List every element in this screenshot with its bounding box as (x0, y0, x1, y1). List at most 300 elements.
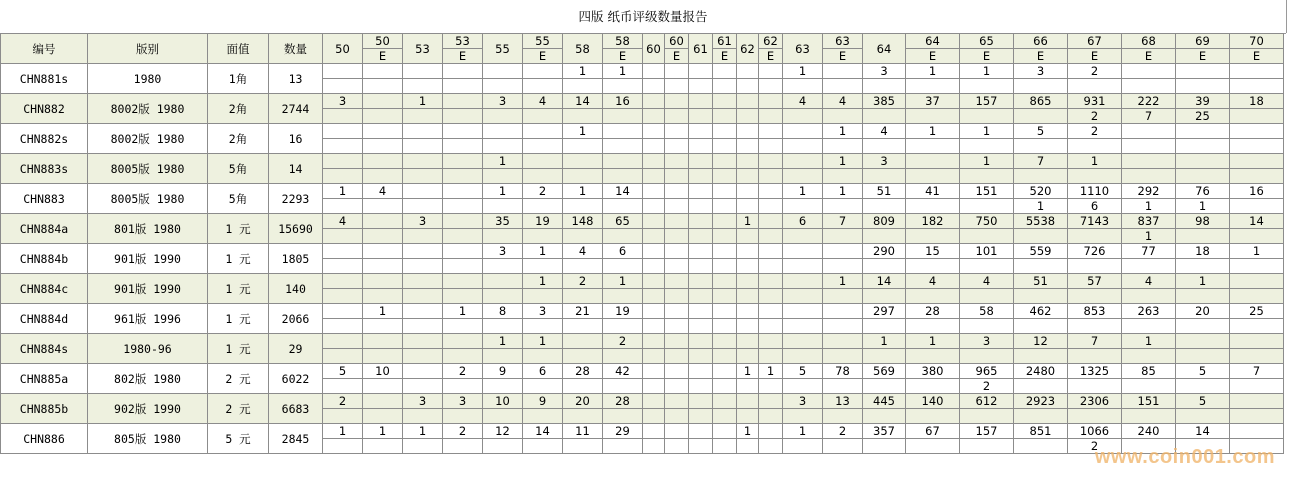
grade-count-secondary (783, 169, 823, 184)
grade-count-secondary (713, 379, 737, 394)
row-version: 1980 (88, 64, 208, 94)
grade-count: 4 (363, 184, 403, 199)
grade-count-secondary (403, 349, 443, 364)
grade-count-secondary (483, 409, 523, 424)
grade-count (603, 154, 643, 169)
grade-header: 63 (783, 34, 823, 64)
grade-count: 18 (1230, 94, 1284, 109)
row-version: 961版 1996 (88, 304, 208, 334)
grade-count: 85 (1122, 364, 1176, 379)
grade-header: 66 (1014, 34, 1068, 49)
grade-count: 380 (906, 364, 960, 379)
grade-count-secondary (563, 139, 603, 154)
grade-count-secondary (665, 439, 689, 454)
grade-count-secondary (603, 139, 643, 154)
grade-count-secondary (523, 139, 563, 154)
grade-header-suffix: E (960, 49, 1014, 64)
grade-count: 445 (863, 394, 906, 409)
grade-header: 50 (323, 34, 363, 64)
grade-count: 1 (759, 364, 783, 379)
grade-count-secondary (783, 139, 823, 154)
grade-header: 70 (1230, 34, 1284, 49)
grade-count-secondary (363, 199, 403, 214)
grade-count-secondary (1230, 139, 1284, 154)
grade-count (363, 64, 403, 79)
grade-count: 14 (523, 424, 563, 439)
grade-count-secondary (665, 199, 689, 214)
grade-count (665, 364, 689, 379)
grade-count-secondary: 2 (1068, 109, 1122, 124)
grade-count (759, 64, 783, 79)
grade-count-secondary: 1 (1176, 199, 1230, 214)
grade-count-secondary (603, 169, 643, 184)
grade-count-secondary (1014, 409, 1068, 424)
table-row (1, 154, 1284, 169)
grade-count: 16 (603, 94, 643, 109)
grade-count (783, 274, 823, 289)
grade-count (713, 94, 737, 109)
grade-count: 1 (363, 424, 403, 439)
grade-count-secondary (689, 259, 713, 274)
grade-count: 559 (1014, 244, 1068, 259)
grade-count: 1 (563, 64, 603, 79)
row-count: 15690 (269, 214, 323, 244)
row-version: 8005版 1980 (88, 184, 208, 214)
grade-count-secondary (665, 319, 689, 334)
grade-count: 3 (523, 304, 563, 319)
row-id: CHN884c (1, 274, 88, 304)
grade-count-secondary (665, 409, 689, 424)
grade-count (689, 424, 713, 439)
grade-count (603, 124, 643, 139)
grade-count-secondary (1068, 289, 1122, 304)
grade-count-secondary (403, 169, 443, 184)
grade-count-secondary (689, 109, 713, 124)
grade-count (323, 154, 363, 169)
grade-count-secondary (403, 79, 443, 94)
grade-header-suffix: E (906, 49, 960, 64)
grade-count (643, 94, 665, 109)
grade-count (363, 394, 403, 409)
grade-count: 3 (863, 64, 906, 79)
row-id: CHN885a (1, 364, 88, 394)
grade-header: 60 (643, 34, 665, 64)
grade-count-secondary (960, 409, 1014, 424)
grade-count-secondary (1068, 229, 1122, 244)
grade-count: 8 (483, 304, 523, 319)
row-count: 16 (269, 124, 323, 154)
grade-count (665, 64, 689, 79)
grade-count (523, 154, 563, 169)
grade-count (689, 244, 713, 259)
table-row (1, 364, 1284, 379)
grade-count: 965 (960, 364, 1014, 379)
grade-count-secondary (713, 259, 737, 274)
row-count: 2066 (269, 304, 323, 334)
grade-count: 1 (563, 184, 603, 199)
grade-count (443, 214, 483, 229)
row-denomination: 5角 (208, 154, 269, 184)
grade-count: 750 (960, 214, 1014, 229)
grade-count-secondary (523, 169, 563, 184)
grade-count-secondary (783, 439, 823, 454)
row-count: 140 (269, 274, 323, 304)
grade-count-secondary (643, 229, 665, 244)
grade-count-secondary (713, 439, 737, 454)
grade-count-secondary (323, 349, 363, 364)
row-denomination: 2角 (208, 94, 269, 124)
grade-count: 6 (783, 214, 823, 229)
grade-count: 5 (1176, 364, 1230, 379)
report-title (0, 0, 1286, 34)
grade-count (643, 364, 665, 379)
grade-count (323, 244, 363, 259)
table-row (1, 64, 1284, 79)
grade-count-secondary (823, 229, 863, 244)
grade-count-secondary (643, 319, 665, 334)
grade-count (689, 184, 713, 199)
row-id: CHN885b (1, 394, 88, 424)
grade-count-secondary (523, 439, 563, 454)
grade-count-secondary (863, 109, 906, 124)
grade-count-secondary (443, 169, 483, 184)
grade-count: 16 (1230, 184, 1284, 199)
grade-count: 837 (1122, 214, 1176, 229)
grade-count-secondary (823, 199, 863, 214)
grade-count-secondary (483, 349, 523, 364)
grade-count-secondary (483, 229, 523, 244)
grade-count (1122, 64, 1176, 79)
grade-count-secondary (1176, 259, 1230, 274)
header-denomination: 面值 (208, 34, 269, 64)
grade-count: 7 (823, 214, 863, 229)
grade-count: 14 (863, 274, 906, 289)
grade-count: 182 (906, 214, 960, 229)
grade-count-secondary (1122, 139, 1176, 154)
grade-count-secondary (713, 229, 737, 244)
grade-count (643, 424, 665, 439)
grade-count: 5 (323, 364, 363, 379)
grade-header-suffix: E (603, 49, 643, 64)
grade-count-secondary (713, 169, 737, 184)
grade-count-secondary (363, 319, 403, 334)
grade-count-secondary (603, 379, 643, 394)
grade-count-secondary (823, 439, 863, 454)
grade-count: 21 (563, 304, 603, 319)
grade-count: 2 (823, 424, 863, 439)
grade-count (737, 334, 759, 349)
grade-header: 69 (1176, 34, 1230, 49)
grade-count: 29 (603, 424, 643, 439)
grade-count-secondary (863, 259, 906, 274)
grade-count (759, 184, 783, 199)
grade-count (443, 244, 483, 259)
grade-count-secondary (323, 259, 363, 274)
grade-count-secondary (665, 79, 689, 94)
grade-count (323, 304, 363, 319)
grade-count: 1 (403, 424, 443, 439)
grade-count (443, 64, 483, 79)
grade-count-secondary (603, 439, 643, 454)
grade-count-secondary (906, 409, 960, 424)
grade-count: 28 (906, 304, 960, 319)
grade-count: 4 (1122, 274, 1176, 289)
grade-count: 851 (1014, 424, 1068, 439)
grade-count: 2 (523, 184, 563, 199)
grade-count-secondary (1014, 109, 1068, 124)
grade-count (443, 94, 483, 109)
grade-count (713, 184, 737, 199)
grade-count (783, 334, 823, 349)
row-count: 2744 (269, 94, 323, 124)
grade-header: 64 (863, 34, 906, 64)
grade-count-secondary (906, 289, 960, 304)
grade-count: 19 (603, 304, 643, 319)
grade-count-secondary (783, 289, 823, 304)
grade-count: 1 (1176, 274, 1230, 289)
grade-count: 1 (960, 64, 1014, 79)
grade-count-secondary (1176, 79, 1230, 94)
grade-count-secondary (323, 169, 363, 184)
grade-count: 292 (1122, 184, 1176, 199)
grade-count-secondary (1014, 349, 1068, 364)
grade-count: 2 (1068, 64, 1122, 79)
grade-count (363, 334, 403, 349)
grade-count-secondary (906, 139, 960, 154)
grade-count-secondary (323, 289, 363, 304)
grade-count-secondary (603, 199, 643, 214)
grade-count: 13 (823, 394, 863, 409)
grade-count (759, 424, 783, 439)
grade-count-secondary (759, 139, 783, 154)
grade-count: 2 (443, 364, 483, 379)
grade-count (665, 124, 689, 139)
grade-count: 1 (823, 124, 863, 139)
grade-count-secondary (643, 259, 665, 274)
grade-count-secondary (823, 169, 863, 184)
grade-count: 2306 (1068, 394, 1122, 409)
grade-count-secondary (363, 379, 403, 394)
grade-count (689, 94, 713, 109)
grade-count-secondary (960, 349, 1014, 364)
grade-count-secondary (713, 79, 737, 94)
grade-count (363, 154, 403, 169)
grade-count: 148 (563, 214, 603, 229)
grade-count: 2 (1068, 124, 1122, 139)
grade-count-secondary (483, 79, 523, 94)
grade-count-secondary (1068, 319, 1122, 334)
row-version: 8002版 1980 (88, 94, 208, 124)
grade-count (563, 334, 603, 349)
grade-count-secondary (403, 379, 443, 394)
grade-count-secondary (323, 319, 363, 334)
grade-count-secondary (906, 379, 960, 394)
grade-count: 57 (1068, 274, 1122, 289)
grade-header-suffix: E (665, 49, 689, 64)
grade-count (737, 124, 759, 139)
grade-count: 1 (783, 64, 823, 79)
row-denomination: 1角 (208, 64, 269, 94)
grade-count: 51 (1014, 274, 1068, 289)
grade-count-secondary (1014, 319, 1068, 334)
grade-count-secondary (603, 319, 643, 334)
grade-count (1176, 154, 1230, 169)
grade-header: 61 (689, 34, 713, 64)
grade-count (759, 394, 783, 409)
grade-count-secondary (443, 319, 483, 334)
grade-count-secondary (1122, 319, 1176, 334)
grade-count-secondary (643, 289, 665, 304)
grade-count-secondary (713, 139, 737, 154)
grade-count-secondary (737, 259, 759, 274)
grade-count-secondary (1068, 379, 1122, 394)
grade-count: 1 (603, 274, 643, 289)
grade-count-secondary (1230, 109, 1284, 124)
grade-count: 1 (363, 304, 403, 319)
grade-count (403, 364, 443, 379)
grade-count-secondary (783, 259, 823, 274)
grade-count: 1 (483, 154, 523, 169)
grade-count: 865 (1014, 94, 1068, 109)
grade-count-secondary (665, 349, 689, 364)
grade-count-secondary (737, 319, 759, 334)
grade-header-suffix: E (523, 49, 563, 64)
grade-count: 12 (1014, 334, 1068, 349)
grade-count (443, 154, 483, 169)
grade-count-secondary (713, 199, 737, 214)
grade-count (689, 274, 713, 289)
grade-count-secondary (863, 439, 906, 454)
grade-count-secondary (863, 79, 906, 94)
grade-count-secondary (443, 439, 483, 454)
grade-count: 1 (403, 94, 443, 109)
grade-count-secondary (823, 409, 863, 424)
grade-count-secondary (863, 379, 906, 394)
grade-count-secondary (443, 109, 483, 124)
grade-count: 5538 (1014, 214, 1068, 229)
site-watermark: www.coin001.com (1094, 446, 1275, 468)
grade-count-secondary (403, 139, 443, 154)
grade-count-secondary (665, 259, 689, 274)
grade-count-secondary: 7 (1122, 109, 1176, 124)
grade-count-secondary (643, 379, 665, 394)
grade-count-secondary (483, 199, 523, 214)
grade-count-secondary (759, 79, 783, 94)
grade-count (713, 424, 737, 439)
grade-count-secondary (759, 439, 783, 454)
grade-count (759, 124, 783, 139)
grade-count (403, 304, 443, 319)
grade-count-secondary (863, 229, 906, 244)
row-version: 901版 1990 (88, 244, 208, 274)
grade-count (823, 334, 863, 349)
grade-count-secondary (783, 409, 823, 424)
grade-count-secondary (483, 169, 523, 184)
grade-count (689, 394, 713, 409)
grade-count: 4 (523, 94, 563, 109)
grade-count-secondary (906, 79, 960, 94)
grade-count-secondary (1068, 79, 1122, 94)
grade-count-secondary: 25 (1176, 109, 1230, 124)
row-version: 8005版 1980 (88, 154, 208, 184)
grade-header-suffix: E (823, 49, 863, 64)
grade-count: 65 (603, 214, 643, 229)
grade-count-secondary (737, 229, 759, 244)
grade-count-secondary (759, 289, 783, 304)
grade-count-secondary (363, 439, 403, 454)
grade-count-secondary (1014, 259, 1068, 274)
grade-count: 1 (1230, 244, 1284, 259)
grade-count-secondary (783, 349, 823, 364)
grade-count: 290 (863, 244, 906, 259)
grade-count (689, 154, 713, 169)
grade-count: 140 (906, 394, 960, 409)
grade-header-suffix: E (363, 49, 403, 64)
grade-count: 1 (906, 64, 960, 79)
grade-count: 37 (906, 94, 960, 109)
grade-count-secondary (1230, 259, 1284, 274)
grade-count-secondary (783, 229, 823, 244)
grade-count: 7 (1068, 334, 1122, 349)
grade-header: 58 (603, 34, 643, 49)
grade-count-secondary: 1 (1122, 229, 1176, 244)
grade-count: 1 (737, 364, 759, 379)
grade-count-secondary (960, 199, 1014, 214)
grade-count: 2923 (1014, 394, 1068, 409)
grade-count: 1 (863, 334, 906, 349)
grade-count-secondary (1014, 79, 1068, 94)
grade-count: 7 (1014, 154, 1068, 169)
grade-count: 9 (483, 364, 523, 379)
grade-count (665, 304, 689, 319)
grade-count-secondary (483, 289, 523, 304)
grade-count-secondary (1014, 169, 1068, 184)
grade-count (689, 64, 713, 79)
grade-count (1176, 124, 1230, 139)
grade-count (443, 124, 483, 139)
grade-count (483, 124, 523, 139)
grade-count: 10 (363, 364, 403, 379)
grade-count (483, 274, 523, 289)
grade-count: 2480 (1014, 364, 1068, 379)
row-count: 2293 (269, 184, 323, 214)
table-row (1, 94, 1284, 109)
grade-count (737, 154, 759, 169)
grade-count: 1 (483, 184, 523, 199)
grade-count: 9 (523, 394, 563, 409)
grade-count: 726 (1068, 244, 1122, 259)
grade-count-secondary (960, 229, 1014, 244)
grade-count (523, 124, 563, 139)
grade-header: 53 (443, 34, 483, 49)
grade-count-secondary (665, 139, 689, 154)
row-count: 2845 (269, 424, 323, 454)
grade-count (759, 334, 783, 349)
grade-count: 78 (823, 364, 863, 379)
grade-count-secondary (863, 409, 906, 424)
grade-count: 1 (1068, 154, 1122, 169)
grade-count-secondary (713, 409, 737, 424)
grade-count (737, 184, 759, 199)
grade-count-secondary (483, 379, 523, 394)
grade-count-secondary (403, 289, 443, 304)
grade-count (363, 244, 403, 259)
grade-count-secondary (523, 79, 563, 94)
grade-count-secondary (363, 79, 403, 94)
table-row (1, 424, 1284, 439)
table-row (1, 304, 1284, 319)
grade-count-secondary (1122, 169, 1176, 184)
